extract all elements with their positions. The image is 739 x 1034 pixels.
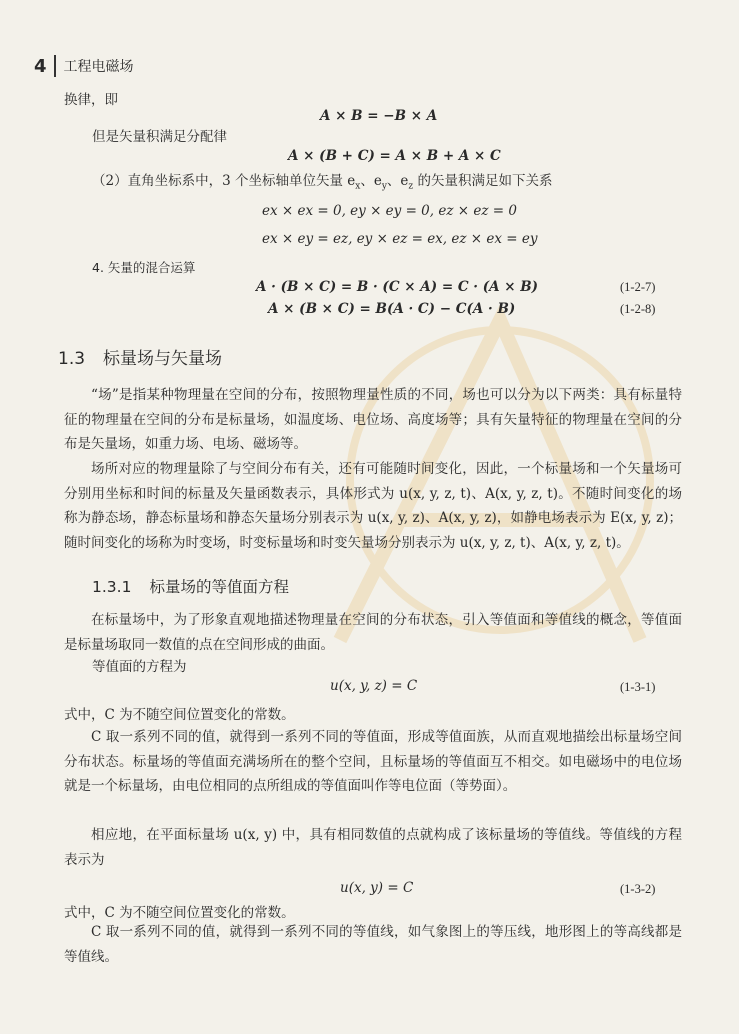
equation: u(x, y) = C [340, 880, 414, 896]
equation-number: (1-3-1) [620, 680, 656, 694]
subsection-heading [92, 575, 307, 597]
section-title: 标量场与矢量场 [103, 349, 223, 369]
equation: A × B = −B × A [320, 108, 438, 124]
subscript: x [355, 181, 361, 192]
header-divider [54, 55, 56, 77]
equation: A · (B × C) = B · (C × A) = C · (A × B) [256, 279, 539, 295]
paragraph: “场”是指某种物理量在空间的分布，按照物理量性质的不同，场也可以分为以下两类：具有标量特征的物理量在空间的分布是标量场，如温度场、电位场、高度场等；具有矢量特征的物理量在空间的分布是矢量场，如重力场、电场、磁场等。 [64, 387, 682, 452]
text-fragment: 、e [386, 173, 409, 189]
subscript: y [381, 181, 387, 192]
subscript: z [408, 181, 414, 192]
text-line [92, 172, 552, 196]
text-line: 等值面的方程为 [92, 659, 187, 675]
paragraph: 场所对应的物理量除了与空间分布有关，还有可能随时间变化，因此，一个标量场和一个矢量场可分别用坐标和时间的标量及矢量函数表示，具体形式为 u(x, y, z, t)、A(x, y, z, t)。不随时间变化的场称为静态场，静态标量场和静态矢量场分别表示为 u(x, y, z)、A(x, y, z)，如静电场表示为 E(x, y, z)；随时间变化的场称为时变场，时变标量场和时变矢量场分别表示为 u(x, y, z, t)、A(x, y, z, t)。 [64, 461, 682, 551]
text-line: 换律，即 [64, 92, 118, 108]
subsection-number: 1.3.1 [92, 578, 132, 596]
equation: ex × ex = 0, ey × ey = 0, ez × ez = 0 [262, 203, 517, 219]
subsection-title: 标量场的等值面方程 [149, 578, 289, 596]
page-number: 4 [34, 55, 47, 77]
equation-number: (1-2-7) [620, 280, 656, 294]
text-line: 但是矢量积满足分配律 [92, 129, 227, 145]
text-fragment: 、e [360, 173, 382, 189]
equation: ex × ey = ez, ey × ez = ex, ez × ex = ey [262, 231, 538, 247]
text-line: 式中，C 为不随空间位置变化的常数。 [64, 707, 295, 723]
paragraph: 在标量场中，为了形象直观地描述物理量在空间的分布状态，引入等值面和等值线的概念，等值面是标量场取同一数值的点在空间形成的曲面。 [64, 612, 682, 653]
subheading: 4. 矢量的混合运算 [92, 260, 196, 275]
equation-number: (1-2-8) [620, 302, 656, 316]
equation: u(x, y, z) = C [330, 678, 418, 694]
section-heading [58, 344, 240, 369]
text-fragment: 的矢量积满足如下关系 [413, 173, 553, 189]
equation: A × (B × C) = B(A · C) − C(A · B) [268, 301, 516, 317]
paragraph: 相应地，在平面标量场 u(x, y) 中，具有相同数值的点就构成了该标量场的等值线。等值线的方程表示为 [64, 827, 682, 868]
equation-number: (1-3-2) [620, 882, 656, 896]
text-line: 式中，C 为不随空间位置变化的常数。 [64, 905, 295, 921]
paragraph: C 取一系列不同的值，就得到一系列不同的等值线，如气象图上的等压线，地形图上的等高线都是等值线。 [64, 924, 682, 965]
book-title: 工程电磁场 [63, 59, 134, 75]
text-fragment: （2）直角坐标系中，3 个坐标轴单位矢量 e [92, 173, 356, 189]
paragraph: C 取一系列不同的值，就得到一系列不同的等值面，形成等值面族，从而直观地描绘出标量场空间分布状态。标量场的等值面充满场所在的整个空间，且标量场的等值面互不相交。如电磁场中的电位场就是一个标量场，由电位相同的点所组成的等值面叫作等电位面（等势面）。 [64, 729, 682, 794]
running-header [34, 52, 134, 80]
section-number: 1.3 [58, 349, 86, 369]
equation: A × (B + C) = A × B + A × C [288, 148, 501, 164]
